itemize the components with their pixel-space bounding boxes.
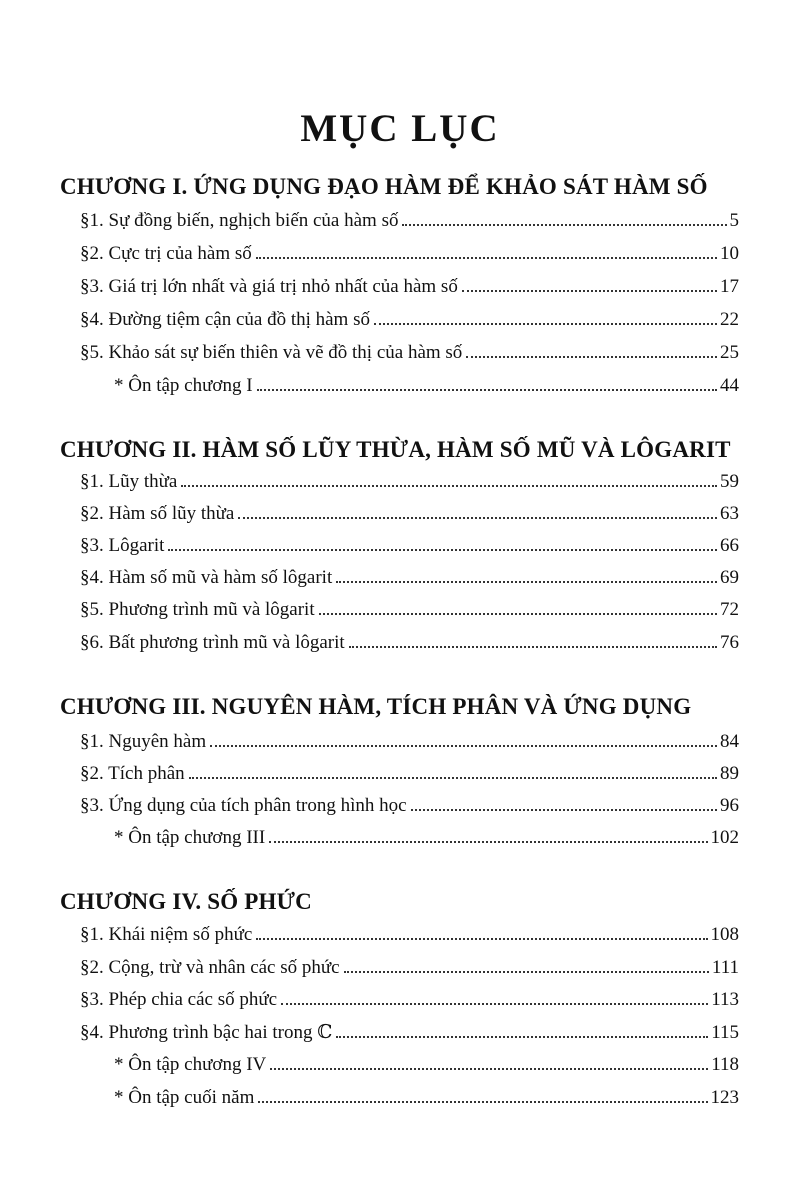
dot-leader (270, 1068, 708, 1070)
toc-entry-label: * Ôn tập chương III (114, 827, 266, 848)
dot-leader (336, 1036, 708, 1038)
dot-leader (319, 613, 717, 615)
dot-leader (238, 517, 717, 519)
toc-entry-label: §3. Giá trị lớn nhất và giá trị nhỏ nhất của hàm số (80, 276, 458, 297)
toc-entry[interactable] (80, 957, 739, 983)
toc-entry-label: §4. Phương trình bậc hai trong ℂ (80, 1022, 333, 1043)
toc-entry[interactable] (80, 276, 739, 302)
chapter-title[interactable]: CHƯƠNG I. ỨNG DỤNG ĐẠO HÀM ĐỂ KHẢO SÁT HÀM SỐ (60, 174, 708, 199)
toc-entry[interactable] (80, 210, 739, 236)
dot-leader (269, 841, 707, 843)
dot-leader (181, 485, 717, 487)
toc-entry-page: 96 (720, 795, 739, 816)
toc-entry-label: §3. Lôgarit (80, 535, 165, 556)
toc-entry-label: §3. Ứng dụng của tích phân trong hình học (80, 795, 407, 816)
toc-entry-review[interactable] (114, 1054, 739, 1080)
chapter-title[interactable]: CHƯƠNG III. NGUYÊN HÀM, TÍCH PHÂN VÀ ỨNG DỤNG (60, 694, 692, 719)
toc-entry-page: 123 (710, 1087, 739, 1108)
toc-entry-label: §1. Nguyên hàm (80, 731, 207, 752)
toc-entry-label: §6. Bất phương trình mũ và lôgarit (80, 632, 345, 653)
toc-entry[interactable] (80, 535, 739, 561)
toc-entry-label: §4. Đường tiệm cận của đồ thị hàm số (80, 309, 370, 330)
toc-entry-label: §4. Hàm số mũ và hàm số lôgarit (80, 567, 333, 588)
toc-entry-label: * Ôn tập cuối năm (114, 1087, 255, 1108)
toc-entry[interactable] (80, 731, 739, 757)
toc-entry-page: 113 (711, 989, 739, 1010)
toc-entry-page: 102 (710, 827, 739, 848)
dot-leader (256, 257, 717, 259)
toc-entry-page: 25 (720, 342, 739, 363)
toc-entry-label: §1. Lũy thừa (80, 471, 178, 492)
toc-entry[interactable] (80, 309, 739, 335)
toc-entry-label: §5. Khảo sát sự biến thiên và vẽ đồ thị của hàm số (80, 342, 463, 363)
dot-leader (411, 809, 717, 811)
toc-entry[interactable] (80, 342, 739, 368)
dot-leader (349, 646, 717, 648)
toc-entry[interactable] (80, 989, 739, 1015)
toc-entry-review[interactable] (114, 827, 739, 853)
toc-entry[interactable] (80, 503, 739, 529)
toc-entry-label: §2. Cực trị của hàm số (80, 243, 252, 264)
toc-entry[interactable] (80, 795, 739, 821)
toc-entry-page: 89 (720, 763, 739, 784)
toc-entry-page: 115 (711, 1022, 739, 1043)
chapter-title[interactable]: CHƯƠNG IV. SỐ PHỨC (60, 889, 312, 914)
toc-entry-page: 22 (720, 309, 739, 330)
dot-leader (257, 389, 717, 391)
chapter-title[interactable]: CHƯƠNG II. HÀM SỐ LŨY THỪA, HÀM SỐ MŨ VÀ LÔGARIT (60, 437, 731, 462)
toc-entry-label: §2. Hàm số lũy thừa (80, 503, 235, 524)
toc-entry-page: 44 (720, 375, 739, 396)
toc-entry-label: * Ôn tập chương IV (114, 1054, 267, 1075)
toc-entry[interactable] (80, 1021, 739, 1047)
toc-entry-page: 69 (720, 567, 739, 588)
toc-entry-page: 108 (710, 924, 739, 945)
toc-entry[interactable] (80, 471, 739, 497)
toc-entry-page: 76 (720, 632, 739, 653)
toc-entry-page: 118 (711, 1054, 739, 1075)
toc-entry-page: 63 (720, 503, 739, 524)
toc-entry[interactable] (80, 632, 739, 658)
toc-entry-page: 111 (711, 957, 739, 978)
dot-leader (462, 290, 717, 292)
toc-entry-page: 84 (720, 731, 739, 752)
toc-entry-page: 66 (720, 535, 739, 556)
toc-entry-page: 59 (720, 471, 739, 492)
toc-entry-page: 5 (729, 210, 739, 231)
toc-entry-review[interactable] (114, 1087, 739, 1113)
toc-entry[interactable] (80, 599, 739, 625)
page-title: MỤC LỤC (300, 107, 500, 150)
toc-entry-label: §5. Phương trình mũ và lôgarit (80, 599, 315, 620)
toc-entry-page: 10 (720, 243, 739, 264)
toc-entry-label: §1. Khái niệm số phức (80, 924, 253, 945)
toc-entry-label: §1. Sự đồng biến, nghịch biến của hàm số (80, 210, 399, 231)
toc-entry[interactable] (80, 567, 739, 593)
toc-entry-review[interactable] (114, 375, 739, 401)
dot-leader (374, 323, 717, 325)
toc-entry[interactable] (80, 924, 739, 950)
dot-leader (256, 938, 707, 940)
toc-entry-page: 17 (720, 276, 739, 297)
dot-leader (281, 1003, 708, 1005)
dot-leader (336, 581, 717, 583)
dot-leader (466, 356, 717, 358)
dot-leader (344, 971, 709, 973)
toc-entry[interactable] (80, 243, 739, 269)
toc-entry-label: §2. Cộng, trừ và nhân các số phức (80, 957, 340, 978)
dot-leader (189, 777, 717, 779)
toc-entry-label: §2. Tích phân (80, 763, 185, 784)
dot-leader (402, 224, 726, 226)
dot-leader (168, 549, 717, 551)
toc-entry-label: §3. Phép chia các số phức (80, 989, 278, 1010)
toc-entry[interactable] (80, 763, 739, 789)
dot-leader (210, 745, 717, 747)
dot-leader (258, 1101, 707, 1103)
toc-entry-label: * Ôn tập chương I (114, 375, 253, 396)
toc-entry-page: 72 (720, 599, 739, 620)
